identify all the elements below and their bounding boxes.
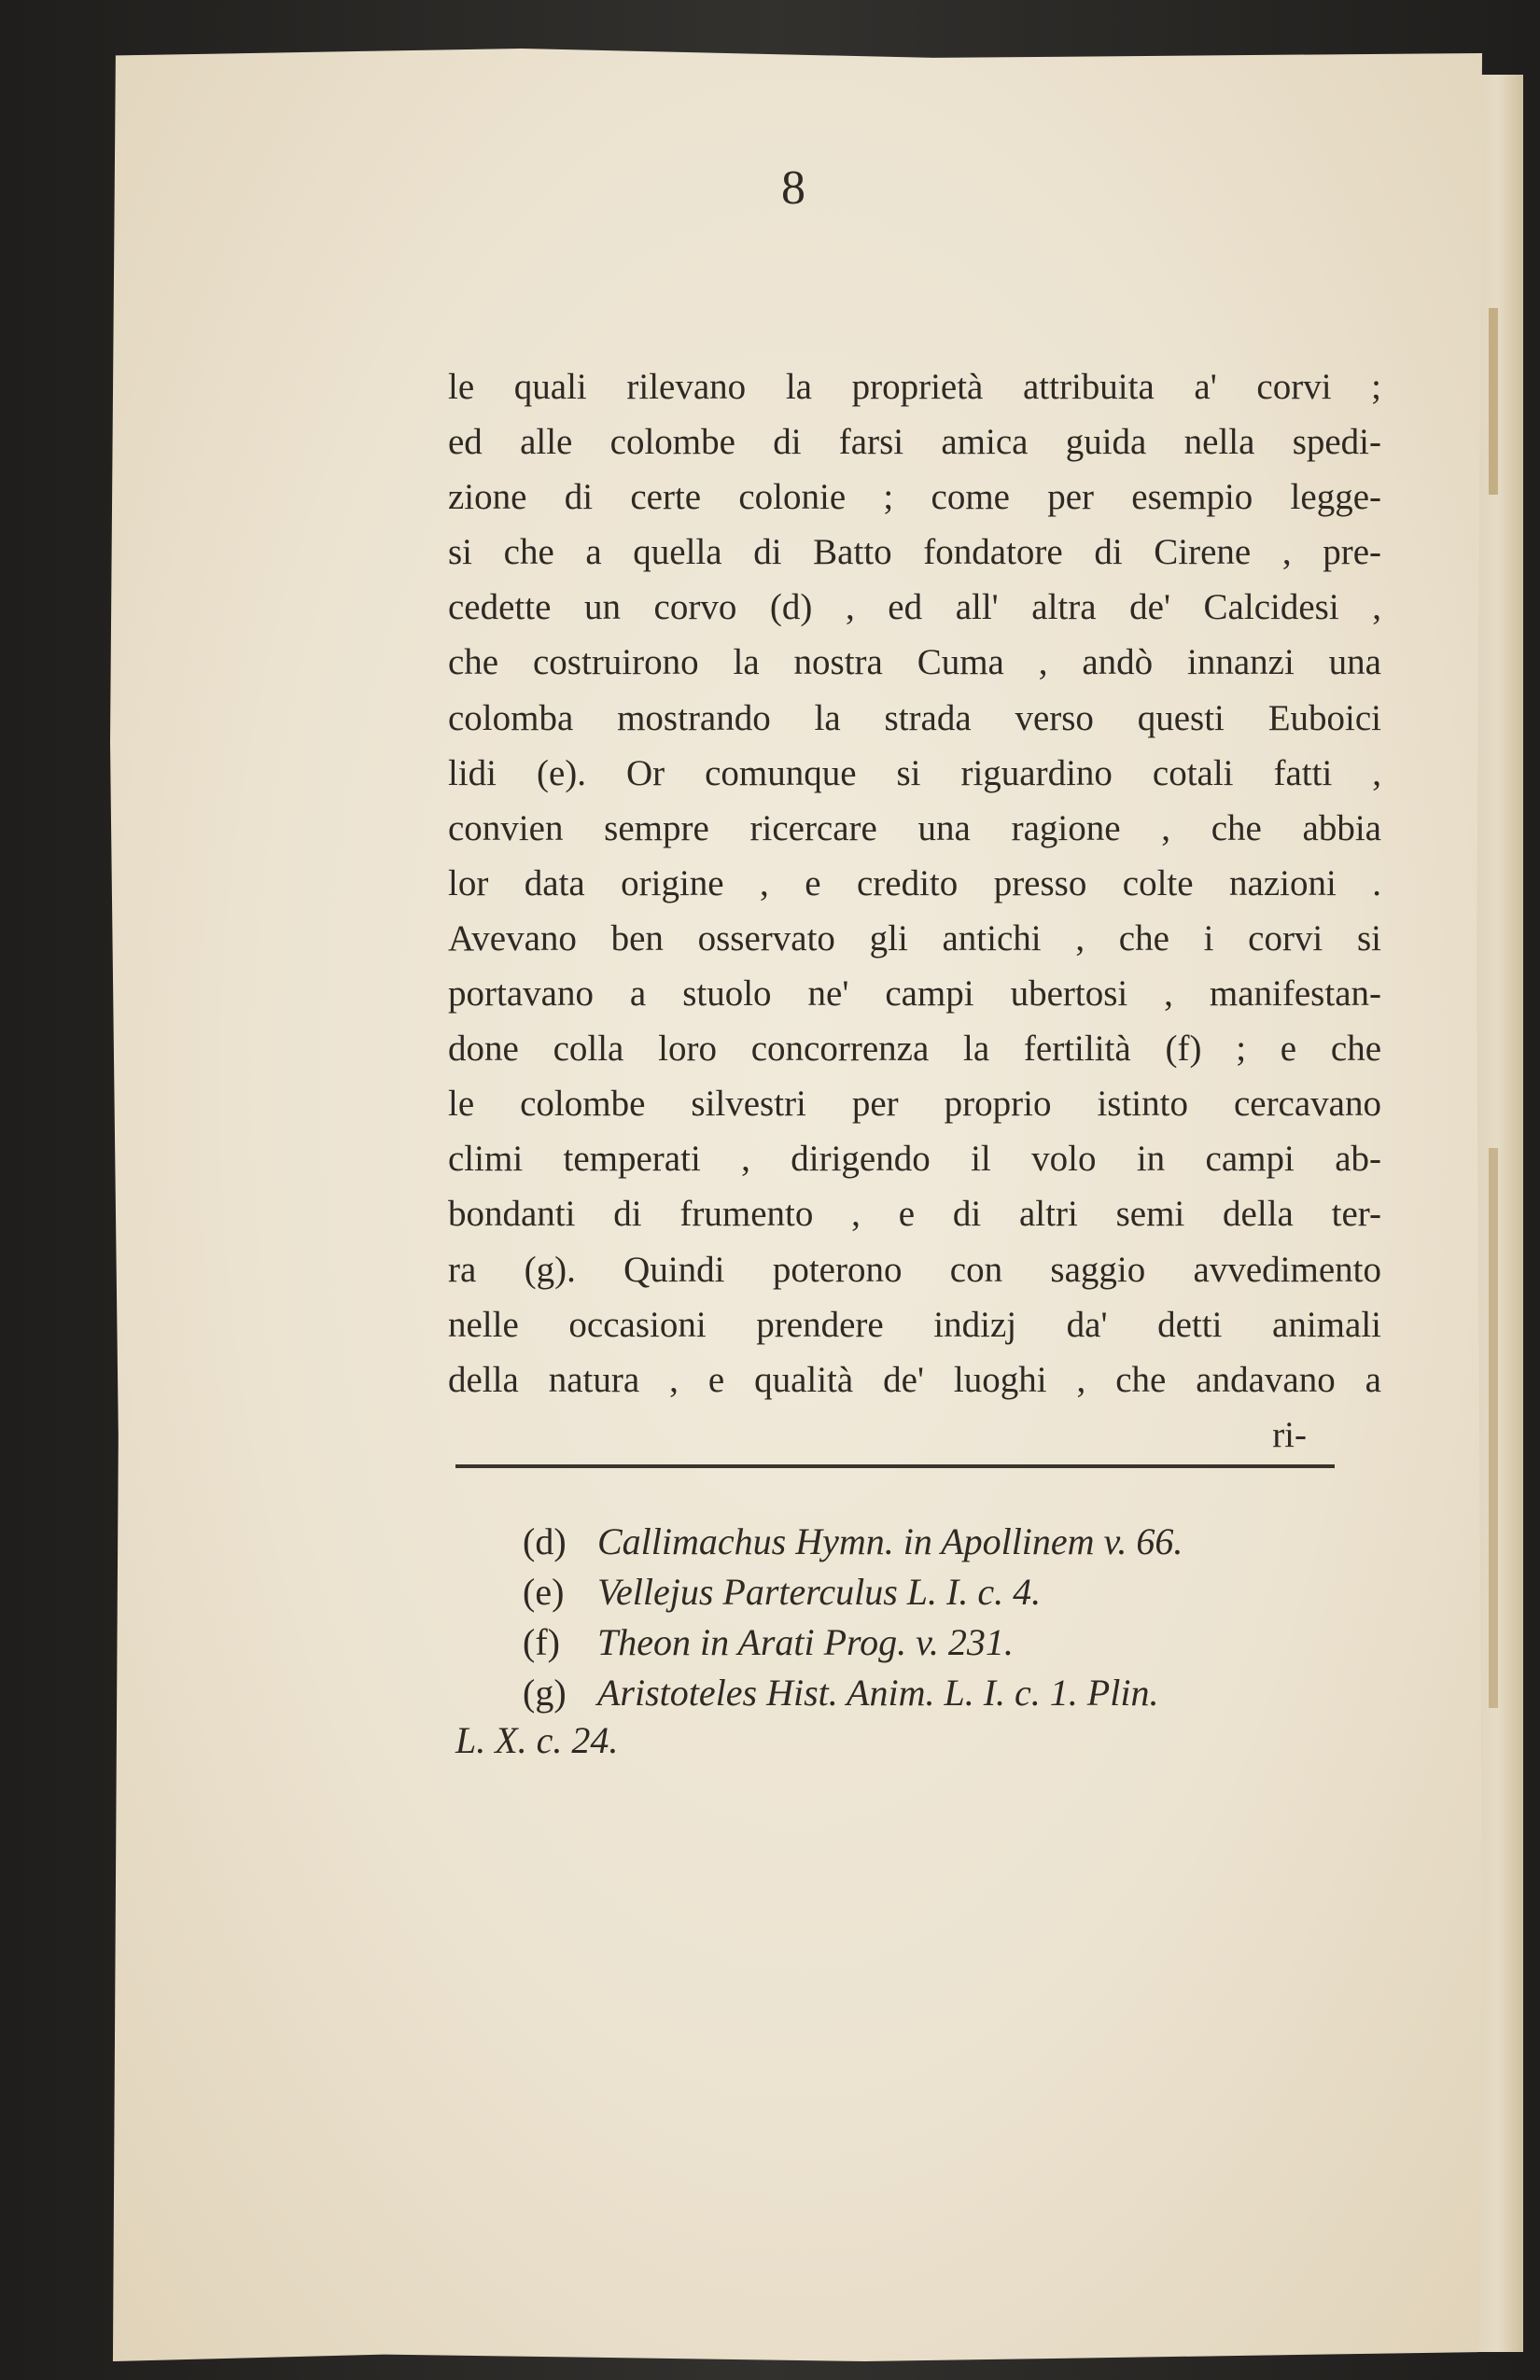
footnote xyxy=(523,1567,1344,1617)
footnote-mark: (e) xyxy=(523,1571,565,1613)
text-line: che costruirono la nostra Cuma , andò innanzi una xyxy=(448,642,1381,683)
binding-strip xyxy=(1489,308,1498,495)
text-line: climi temperati , dirigendo il volo in campi ab- xyxy=(448,1139,1381,1180)
footnote-mark: (g) xyxy=(523,1672,567,1714)
footnote xyxy=(523,1668,1344,1718)
text-line: lidi (e). Or comunque si riguardino cotali fatti , xyxy=(448,752,1381,793)
text-line: bondanti di frumento , e di altri semi della ter- xyxy=(448,1194,1381,1235)
footnote-text: Callimachus Hymn. in Apollinem v. 66. xyxy=(597,1520,1183,1562)
catchword: ri- xyxy=(1272,1414,1307,1455)
body-text xyxy=(448,359,1381,1463)
footnote xyxy=(523,1617,1344,1668)
footnotes xyxy=(523,1517,1344,1718)
footnote-continuation: L. X. c. 24. xyxy=(455,1719,619,1761)
footnote-text: Theon in Arati Prog. v. 231. xyxy=(597,1621,1014,1663)
text-line: convien sempre ricercare una ragione , che abbia xyxy=(448,807,1381,848)
text-line: portavano a stuolo ne' campi ubertosi , manifestan- xyxy=(448,973,1381,1015)
text-line: nelle occasioni prendere indizj da' detti animali xyxy=(448,1304,1381,1345)
footnote xyxy=(523,1517,1344,1567)
footnote-rule xyxy=(455,1464,1335,1468)
text-line: si che a quella di Batto fondatore di Cirene , pre- xyxy=(448,532,1381,573)
footnote-text: Vellejus Parterculus L. I. c. 4. xyxy=(597,1571,1042,1613)
footnote-mark: (f) xyxy=(523,1621,560,1663)
text-line: colomba mostrando la strada verso questi Euboici xyxy=(448,697,1381,738)
footnote-mark: (d) xyxy=(523,1520,567,1562)
text-line: ed alle colombe di farsi amica guida nella spedi- xyxy=(448,422,1381,463)
text-line: le colombe silvestri per proprio istinto cercavano xyxy=(448,1084,1381,1125)
text-line: Avevano ben osservato gli antichi , che i corvi si xyxy=(448,917,1381,959)
binding-strip xyxy=(1489,1148,1498,1708)
text-line: done colla loro concorrenza la fertilità (f) ; e che xyxy=(448,1029,1381,1070)
footnote-text: Aristoteles Hist. Anim. L. I. c. 1. Plin. xyxy=(597,1672,1159,1714)
text-line: le quali rilevano la proprietà attribuita a' corvi ; xyxy=(448,367,1381,407)
text-line: ra (g). Quindi poterono con saggio avvedimento xyxy=(448,1249,1381,1290)
text-line: cedette un corvo (d) , ed all' altra de' Calcidesi , xyxy=(448,587,1381,628)
text-line: della natura , e qualità de' luoghi , che andavano a xyxy=(448,1359,1381,1400)
page-number: 8 xyxy=(781,161,805,215)
text-line: zione di certe colonie ; come per esempio legge- xyxy=(448,477,1381,518)
text-line: lor data origine , e credito presso colte nazioni . xyxy=(448,862,1381,903)
